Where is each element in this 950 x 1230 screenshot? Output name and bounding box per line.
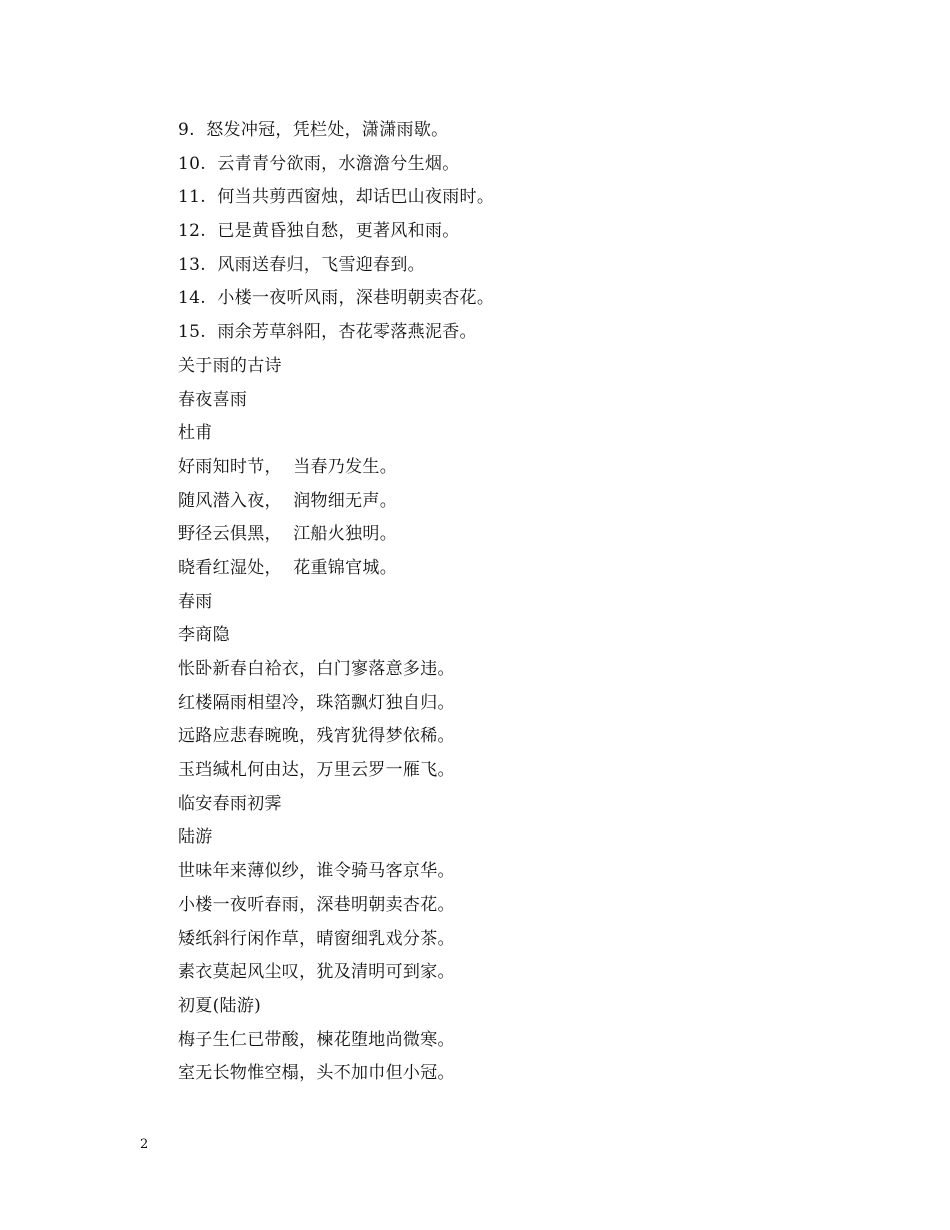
poem-line: 矮纸斜行闲作草，晴窗细乳戏分茶。 [178,928,455,949]
poem-line: 红楼隔雨相望冷，珠箔飘灯独自归。 [178,692,455,713]
text-line: 10. 云青青兮欲雨，水澹澹兮生烟。 [178,153,460,174]
text-line: 13. 风雨送春归，飞雪迎春到。 [178,254,425,275]
poem-title: 春夜喜雨 [178,389,248,410]
poem-author: 李商隐 [178,625,230,646]
poem-title: 春雨 [178,591,213,612]
poem-line: 素衣莫起风尘叹，犹及清明可到家。 [178,962,455,983]
poem-line: 野径云俱黑， 江船火独明。 [178,524,398,545]
page-number: 2 [140,1137,149,1152]
poem-line: 随风潜入夜， 润物细无声。 [178,490,398,511]
text-line: 15. 雨余芳草斜阳，杏花零落燕泥香。 [178,322,477,343]
document-body [178,117,878,1094]
poem-line: 室无长物惟空榻，头不加巾但小冠。 [178,1063,455,1084]
poem-author: 陆游 [178,827,213,848]
text-line: 12. 已是黄昏独自愁，更著风和雨。 [178,221,460,242]
poem-author: 杜甫 [178,423,213,444]
section-heading: 关于雨的古诗 [178,355,282,376]
poem-title: 临安春雨初霁 [178,793,282,814]
poem-line: 梅子生仁已带酸，楝花堕地尚微寒。 [178,1029,455,1050]
poem-title: 初夏(陆游) [178,995,262,1016]
text-line: 14. 小楼一夜听风雨，深巷明朝卖杏花。 [178,288,495,309]
poem-line: 世味年来薄似纱，谁令骑马客京华。 [178,861,455,882]
poem-line: 怅卧新春白袷衣，白门寥落意多违。 [178,659,455,679]
poem-line: 好雨知时节， 当春乃发生。 [178,456,398,477]
poem-line: 远路应悲春晼晚，残宵犹得梦依稀。 [178,726,455,747]
text-line: 11. 何当共剪西窗烛，却话巴山夜雨时。 [178,187,495,208]
poem-line: 玉珰缄札何由达，万里云罗一雁飞。 [178,760,455,781]
text-line: 9. 怒发冲冠，凭栏处，潇潇雨歇。 [178,120,449,140]
poem-line: 小楼一夜听春雨，深巷明朝卖杏花。 [178,894,455,915]
poem-line: 晓看红湿处， 花重锦官城。 [178,557,398,578]
